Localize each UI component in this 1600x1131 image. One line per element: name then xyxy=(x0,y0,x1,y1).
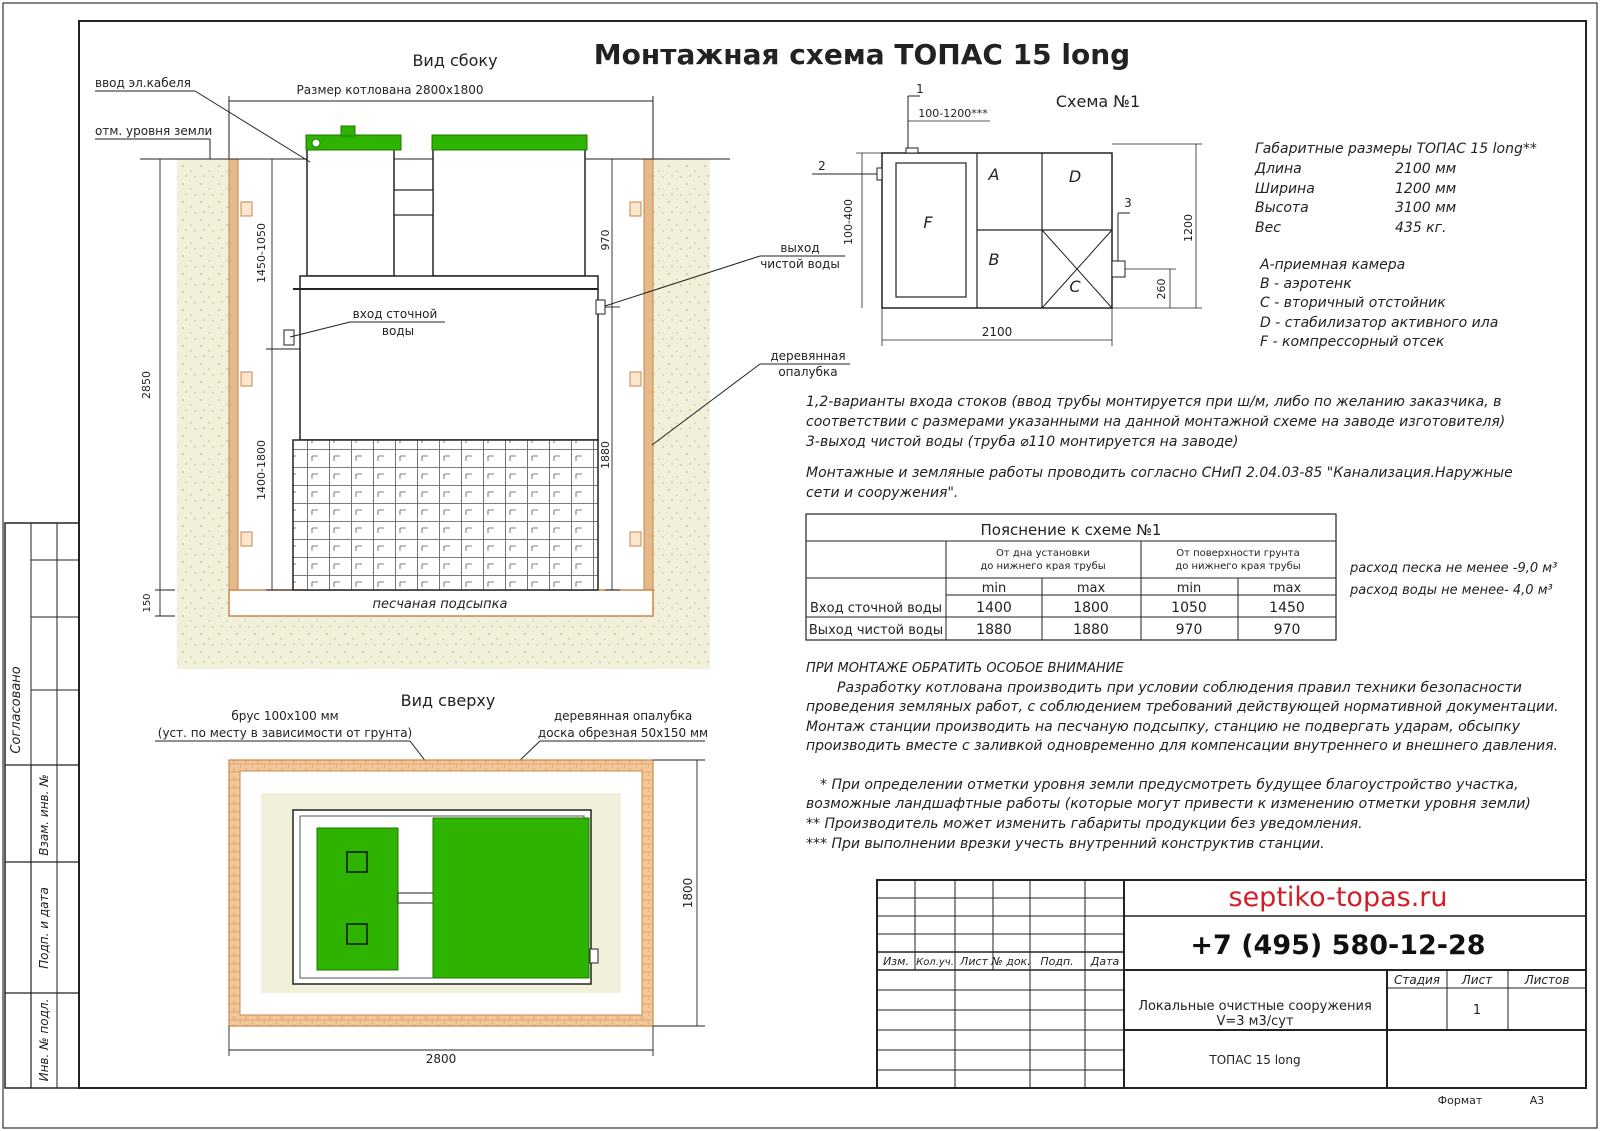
formwork-left xyxy=(229,159,238,616)
phone-number: +7 (495) 580-12-28 xyxy=(1190,930,1486,961)
spec-name-weight: Вес xyxy=(1255,220,1281,236)
table-group1-line2: до нижнего края трубы xyxy=(980,561,1106,572)
note-variants-3: 3-выход чистой воды (труба ⌀110 монтируется на заводе) xyxy=(806,434,1239,450)
spec-value-height: 3100 мм xyxy=(1395,200,1457,216)
tank-neck-right xyxy=(433,149,585,276)
dim-1200: 1200 xyxy=(1182,214,1195,242)
tb-object-line2: V=3 м3/сут xyxy=(1216,1014,1294,1029)
tb-col-change: Изм. xyxy=(883,955,909,968)
top-formwork-label-1: деревянная опалубка xyxy=(553,709,693,723)
inlet-pipe xyxy=(284,330,294,345)
legend-c: C - вторичный отстойник xyxy=(1260,295,1446,311)
side-stamp xyxy=(5,523,79,1088)
callout-2: 2 xyxy=(818,159,826,173)
attention-4: производить вместе с заливкой одновременно для компенсации внутреннего и внешнего давления. xyxy=(806,738,1558,754)
dim-2850: 2850 xyxy=(140,371,153,399)
spec-value-weight: 435 кг. xyxy=(1395,220,1447,236)
table-group2-line1: От поверхности грунта xyxy=(1176,548,1300,559)
tb-col-count: Кол.уч. xyxy=(916,957,954,968)
formwork-label-2: опалубка xyxy=(778,365,838,379)
ground-label: отм. уровня земли xyxy=(95,124,213,138)
formwork-right xyxy=(644,159,653,616)
table-sub-max2: max xyxy=(1272,581,1302,596)
top-view xyxy=(155,691,708,1066)
zone-b: B xyxy=(988,250,1000,269)
tb-col-doc: № док. xyxy=(991,955,1031,968)
note-variants-2: соответствии с размерами указанными на данной монтажной схеме на заводе изготовителя) xyxy=(806,414,1506,430)
note-sand: расход песка не менее -9,0 м³ xyxy=(1350,561,1558,576)
dim-2100: 2100 xyxy=(981,325,1013,339)
specs-heading: Габаритные размеры ТОПАС 15 long** xyxy=(1255,141,1537,157)
note-snip-2: сети и сооружения". xyxy=(806,485,959,501)
stamp-inv-swap: Взам. инв. № xyxy=(37,774,51,856)
table-cell: 1880 xyxy=(976,622,1012,638)
spec-value-width: 1200 мм xyxy=(1395,181,1457,197)
dim-260: 260 xyxy=(1155,278,1168,300)
tank-upper-body xyxy=(300,276,598,440)
note-variants-1: 1,2-варианты входа стоков (ввод трубы монтируется при ш/м, либо по желанию заказчика, в xyxy=(806,394,1502,410)
table-sub-min1: min xyxy=(981,581,1007,596)
beam-label-2: (уст. по месту в зависимости от грунта) xyxy=(157,726,413,740)
tb-stage: Стадия xyxy=(1393,973,1441,987)
side-view-heading: Вид сбоку xyxy=(412,51,498,70)
page-title: Монтажная схема ТОПАС 15 long xyxy=(593,38,1131,71)
tb-sheets: Листов xyxy=(1524,973,1570,987)
tb-format-value: А3 xyxy=(1529,1094,1545,1107)
dim-1450-1050: 1450-1050 xyxy=(255,223,268,283)
zone-f: F xyxy=(923,213,933,232)
footnote-3: ** Производитель может изменить габариты продукции без уведомления. xyxy=(806,816,1363,832)
spec-value-length: 2100 мм xyxy=(1395,161,1457,177)
table-group2-line2: до нижнего края трубы xyxy=(1175,561,1301,572)
table-cell: 970 xyxy=(1273,622,1301,638)
tb-object-line1: Локальные очистные сооружения xyxy=(1138,999,1372,1014)
tb-col-sheet: Лист xyxy=(960,955,988,968)
outlet-pipe xyxy=(596,300,605,314)
spec-name-height: Высота xyxy=(1255,200,1309,216)
table-cell: 1880 xyxy=(1073,622,1109,638)
table-sub-min2: min xyxy=(1176,581,1202,596)
dim-1800: 1800 xyxy=(681,877,695,909)
legend-d: D - стабилизатор активного ила xyxy=(1260,315,1499,331)
dim-100-1200: 100-1200*** xyxy=(918,107,988,120)
scheme-1 xyxy=(812,82,1202,346)
outlet-label-1: выход xyxy=(780,241,820,255)
stamp-agreed: Согласовано xyxy=(9,666,24,754)
tank-neck-left xyxy=(307,149,394,276)
spec-name-width: Ширина xyxy=(1255,181,1315,197)
table-row-outlet-label: Выход чистой воды xyxy=(808,623,944,638)
top-formwork-label-2: доска обрезная 50x150 мм xyxy=(537,726,709,740)
inlet-label-1: вход сточной xyxy=(352,307,438,321)
table-cell: 1450 xyxy=(1269,600,1305,616)
attention-2: проведения земляных работ, с соблюдением требований действующей нормативной документации. xyxy=(806,699,1559,715)
top-view-heading: Вид сверху xyxy=(400,691,496,710)
attention-1: Разработку котлована производить при условии соблюдения правил техники безопасности xyxy=(837,680,1522,696)
attention-heading: ПРИ МОНТАЖЕ ОБРАТИТЬ ОСОБОЕ ВНИМАНИЕ xyxy=(806,661,1124,676)
formwork-label-1: деревянная xyxy=(770,349,846,363)
scheme-heading: Схема №1 xyxy=(1055,92,1141,111)
specs xyxy=(1254,141,1537,350)
footnote-2: возможные ландшафтные работы (которые могут привести к изменению отметки уровня земли) xyxy=(806,796,1531,812)
legend-a: A-приемная камера xyxy=(1260,257,1406,273)
spec-name-length: Длина xyxy=(1255,161,1302,177)
pit-size-label: Размер котлована 2800x1800 xyxy=(296,83,484,97)
footnote-4: *** При выполнении врезки учесть внутренний конструктив станции. xyxy=(806,836,1325,852)
callout-1: 1 xyxy=(916,82,924,96)
table-cell: 1050 xyxy=(1171,600,1207,616)
dim-970: 970 xyxy=(599,229,612,251)
zone-c: C xyxy=(1069,277,1081,296)
beam-label-1: брус 100x100 мм xyxy=(231,709,339,723)
table-cell: 970 xyxy=(1175,622,1203,638)
dim-2800: 2800 xyxy=(425,1052,457,1066)
top-lid-left xyxy=(317,828,398,970)
legend-b: B - аэротенк xyxy=(1260,276,1352,292)
dim-150: 150 xyxy=(142,593,153,613)
zone-a: A xyxy=(988,165,1000,184)
table-title: Пояснение к схеме №1 xyxy=(980,521,1162,539)
lid-right xyxy=(432,135,587,150)
dim-100-400: 100-400 xyxy=(842,199,855,245)
tb-product: ТОПАС 15 long xyxy=(1209,1053,1301,1067)
zone-d: D xyxy=(1068,167,1082,186)
table-sub-max1: max xyxy=(1076,581,1106,596)
site-name: septiko-topas.ru xyxy=(1228,882,1448,913)
table-cell: 1400 xyxy=(976,600,1012,616)
sand-label: песчаная подсыпка xyxy=(372,597,508,612)
tb-sheet: Лист xyxy=(1461,973,1493,987)
tank-lower-body xyxy=(293,440,598,590)
note-water: расход воды не менее- 4,0 м³ xyxy=(1350,583,1553,598)
note-snip-1: Монтажные и земляные работы проводить согласно СНиП 2.04.03-85 "Канализация.Наружные xyxy=(806,465,1513,481)
top-lid-right xyxy=(433,818,589,978)
legend-f: F - компрессорный отсек xyxy=(1260,334,1445,350)
dim-1400-1800: 1400-1800 xyxy=(255,440,268,500)
attention-3: Монтаж станции производить на песчаную подсыпку, станцию не подвергать ударам, обсыпку xyxy=(806,719,1520,735)
dim-1880: 1880 xyxy=(599,441,612,469)
tb-col-sign: Подп. xyxy=(1040,955,1074,968)
tb-sheet-no: 1 xyxy=(1472,1003,1482,1018)
tb-col-date: Дата xyxy=(1090,955,1120,968)
outlet-label-2: чистой воды xyxy=(760,257,840,271)
side-view xyxy=(95,51,850,669)
table-row-inlet-label: Вход сточной воды xyxy=(810,601,942,616)
callout-3: 3 xyxy=(1124,196,1132,210)
stamp-sign-date: Подп. и дата xyxy=(37,887,51,969)
tb-format-label: Формат xyxy=(1437,1094,1483,1107)
table-group1-line1: От дна установки xyxy=(995,548,1091,559)
inlet-label-2: воды xyxy=(381,324,415,338)
table-cell: 1800 xyxy=(1073,600,1109,616)
footnote-1: * При определении отметки уровня земли предусмотреть будущее благоустройство участка, xyxy=(820,777,1519,793)
cable-label: ввод эл.кабеля xyxy=(95,76,191,90)
stamp-inv-orig: Инв. № подл. xyxy=(37,998,51,1082)
